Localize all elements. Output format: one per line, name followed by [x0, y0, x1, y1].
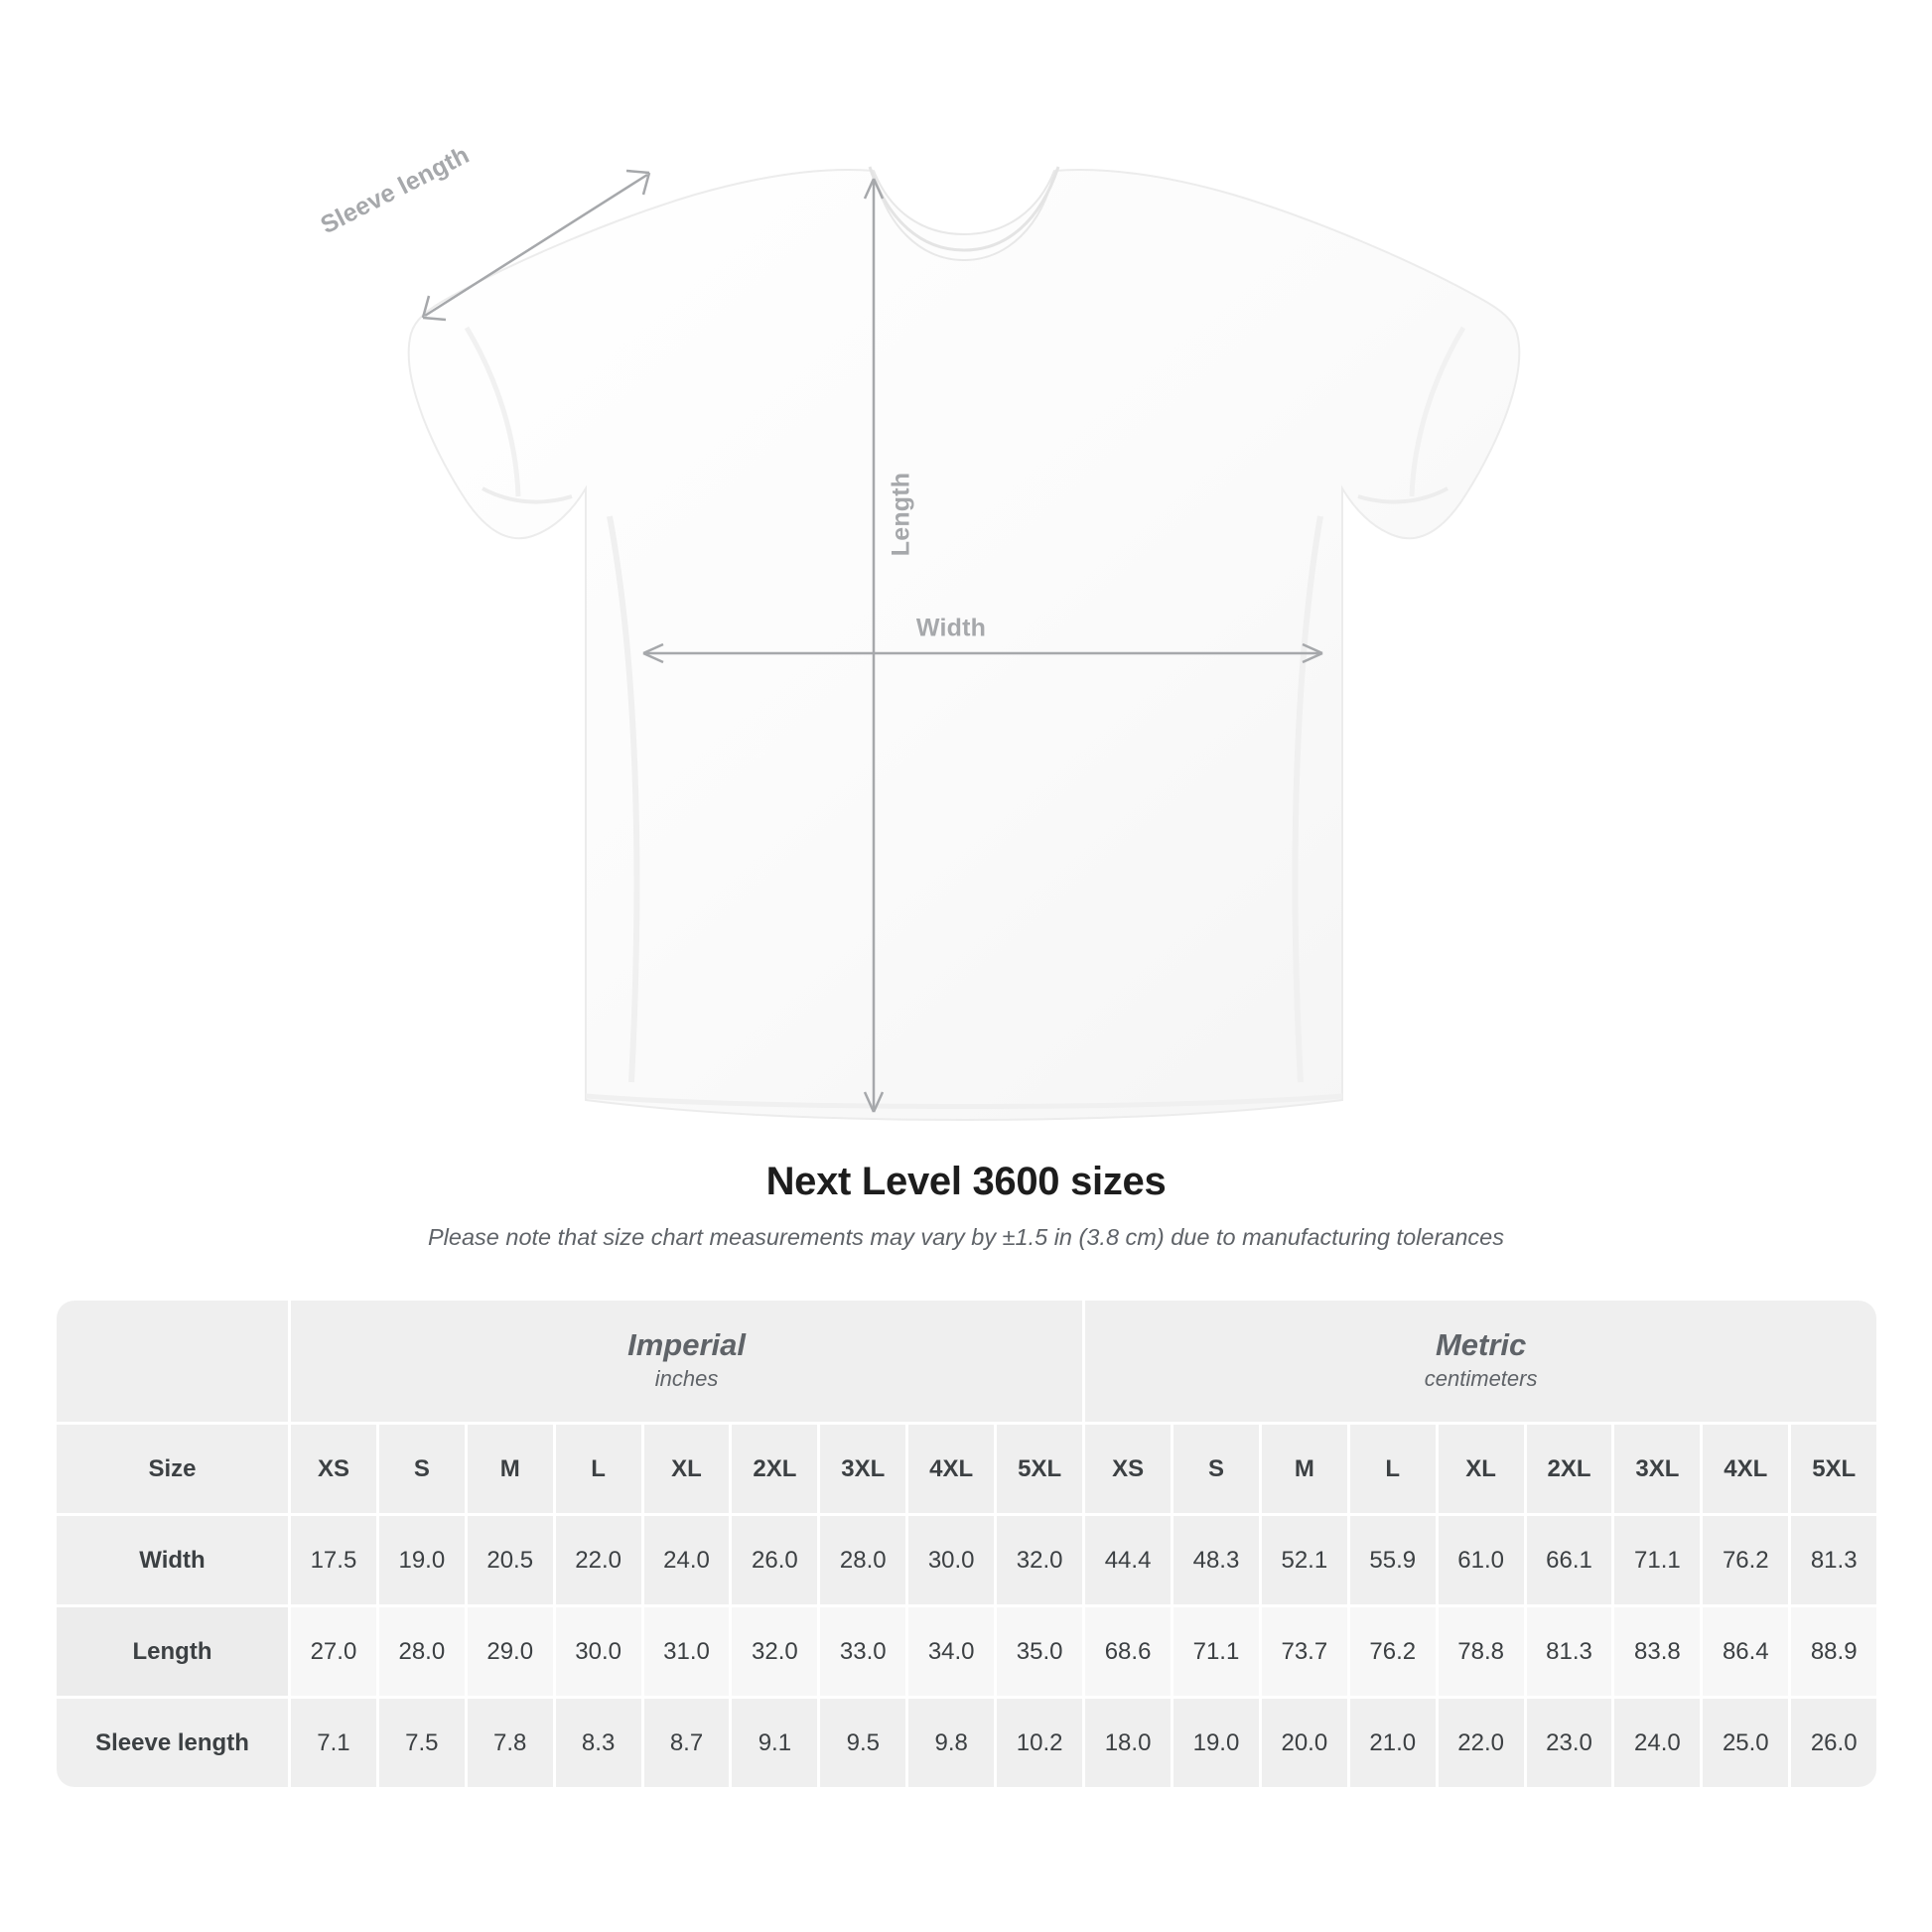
cell-sleeve-metric-m: 20.0	[1259, 1696, 1347, 1787]
table-row	[57, 1604, 1876, 1696]
cell-sleeve-imperial-s: 7.5	[376, 1696, 465, 1787]
cell-width-metric-l: 55.9	[1347, 1513, 1436, 1604]
cell-sleeve-metric-2xl: 23.0	[1524, 1696, 1612, 1787]
unit-metric	[1082, 1301, 1876, 1422]
cell-sleeve-metric-xs: 18.0	[1082, 1696, 1171, 1787]
sleeve-length-label: Sleeve length	[316, 140, 475, 240]
cell-length-metric-s: 71.1	[1171, 1604, 1259, 1696]
col-header-metric-m: M	[1259, 1422, 1347, 1513]
col-header-imperial-l: L	[553, 1422, 641, 1513]
title-block	[0, 1160, 1932, 1251]
header-size: Size	[57, 1422, 288, 1513]
unit-spacer	[57, 1301, 288, 1422]
cell-sleeve-imperial-m: 7.8	[465, 1696, 553, 1787]
cell-width-imperial-3xl: 28.0	[817, 1513, 905, 1604]
cell-sleeve-imperial-5xl: 10.2	[994, 1696, 1082, 1787]
length-label: Length	[887, 472, 915, 557]
page-title: Next Level 3600 sizes	[765, 1160, 1167, 1203]
unit-metric-sub: centimeters	[1424, 1366, 1538, 1392]
cell-length-metric-m: 73.7	[1259, 1604, 1347, 1696]
cell-length-imperial-xs: 27.0	[288, 1604, 376, 1696]
cell-length-imperial-l: 30.0	[553, 1604, 641, 1696]
cell-length-metric-l: 76.2	[1347, 1604, 1436, 1696]
cell-width-metric-m: 52.1	[1259, 1513, 1347, 1604]
table-row	[57, 1696, 1876, 1787]
row-label-width: Width	[57, 1513, 288, 1604]
cell-length-imperial-xl: 31.0	[641, 1604, 730, 1696]
row-label-sleeve-length: Sleeve length	[57, 1696, 288, 1787]
cell-sleeve-imperial-3xl: 9.5	[817, 1696, 905, 1787]
col-header-imperial-xs: XS	[288, 1422, 376, 1513]
cell-width-metric-xl: 61.0	[1436, 1513, 1524, 1604]
tshirt-shape	[409, 167, 1520, 1120]
cell-sleeve-metric-s: 19.0	[1171, 1696, 1259, 1787]
col-header-metric-4xl: 4XL	[1700, 1422, 1788, 1513]
cell-length-metric-xs: 68.6	[1082, 1604, 1171, 1696]
cell-length-metric-3xl: 83.8	[1611, 1604, 1700, 1696]
cell-length-metric-5xl: 88.9	[1788, 1604, 1876, 1696]
unit-imperial-name: Imperial	[627, 1326, 746, 1362]
cell-length-imperial-3xl: 33.0	[817, 1604, 905, 1696]
col-header-metric-5xl: 5XL	[1788, 1422, 1876, 1513]
cell-width-imperial-2xl: 26.0	[729, 1513, 817, 1604]
cell-width-metric-xs: 44.4	[1082, 1513, 1171, 1604]
cell-width-imperial-xs: 17.5	[288, 1513, 376, 1604]
col-header-metric-3xl: 3XL	[1611, 1422, 1700, 1513]
col-header-imperial-xl: XL	[641, 1422, 730, 1513]
unit-metric-name: Metric	[1435, 1326, 1527, 1362]
cell-sleeve-metric-3xl: 24.0	[1611, 1696, 1700, 1787]
col-header-imperial-s: S	[376, 1422, 465, 1513]
col-header-imperial-3xl: 3XL	[817, 1422, 905, 1513]
cell-length-imperial-2xl: 32.0	[729, 1604, 817, 1696]
size-chart-table	[57, 1301, 1876, 1787]
table-row	[57, 1513, 1876, 1604]
cell-sleeve-imperial-l: 8.3	[553, 1696, 641, 1787]
cell-sleeve-metric-5xl: 26.0	[1788, 1696, 1876, 1787]
col-header-imperial-5xl: 5XL	[994, 1422, 1082, 1513]
col-header-metric-xl: XL	[1436, 1422, 1524, 1513]
cell-width-imperial-m: 20.5	[465, 1513, 553, 1604]
cell-width-imperial-xl: 24.0	[641, 1513, 730, 1604]
unit-imperial-sub: inches	[654, 1366, 719, 1392]
cell-sleeve-imperial-2xl: 9.1	[729, 1696, 817, 1787]
col-header-metric-xs: XS	[1082, 1422, 1171, 1513]
col-header-imperial-2xl: 2XL	[729, 1422, 817, 1513]
cell-sleeve-imperial-4xl: 9.8	[905, 1696, 994, 1787]
row-label-length: Length	[57, 1604, 288, 1696]
cell-width-metric-4xl: 76.2	[1700, 1513, 1788, 1604]
cell-length-metric-2xl: 81.3	[1524, 1604, 1612, 1696]
cell-length-imperial-s: 28.0	[376, 1604, 465, 1696]
cell-width-metric-s: 48.3	[1171, 1513, 1259, 1604]
cell-length-imperial-5xl: 35.0	[994, 1604, 1082, 1696]
unit-imperial	[288, 1301, 1082, 1422]
cell-width-imperial-5xl: 32.0	[994, 1513, 1082, 1604]
size-header-row	[57, 1422, 1876, 1513]
col-header-metric-l: L	[1347, 1422, 1436, 1513]
cell-width-imperial-s: 19.0	[376, 1513, 465, 1604]
cell-length-imperial-4xl: 34.0	[905, 1604, 994, 1696]
cell-sleeve-metric-l: 21.0	[1347, 1696, 1436, 1787]
cell-length-metric-4xl: 86.4	[1700, 1604, 1788, 1696]
cell-width-metric-3xl: 71.1	[1611, 1513, 1700, 1604]
cell-sleeve-metric-4xl: 25.0	[1700, 1696, 1788, 1787]
cell-length-metric-xl: 78.8	[1436, 1604, 1524, 1696]
tolerance-note: Please note that size chart measurements may vary by ±1.5 in (3.8 cm) due to manufacturing tolerances	[428, 1224, 1504, 1250]
cell-width-imperial-l: 22.0	[553, 1513, 641, 1604]
size-table-wrapper	[57, 1301, 1876, 1787]
cell-width-metric-5xl: 81.3	[1788, 1513, 1876, 1604]
cell-length-imperial-m: 29.0	[465, 1604, 553, 1696]
cell-width-imperial-4xl: 30.0	[905, 1513, 994, 1604]
width-label: Width	[915, 614, 987, 642]
unit-header-row	[57, 1301, 1876, 1422]
cell-sleeve-imperial-xs: 7.1	[288, 1696, 376, 1787]
cell-width-metric-2xl: 66.1	[1524, 1513, 1612, 1604]
col-header-imperial-m: M	[465, 1422, 553, 1513]
col-header-imperial-4xl: 4XL	[905, 1422, 994, 1513]
cell-sleeve-metric-xl: 22.0	[1436, 1696, 1524, 1787]
cell-sleeve-imperial-xl: 8.7	[641, 1696, 730, 1787]
col-header-metric-s: S	[1171, 1422, 1259, 1513]
col-header-metric-2xl: 2XL	[1524, 1422, 1612, 1513]
